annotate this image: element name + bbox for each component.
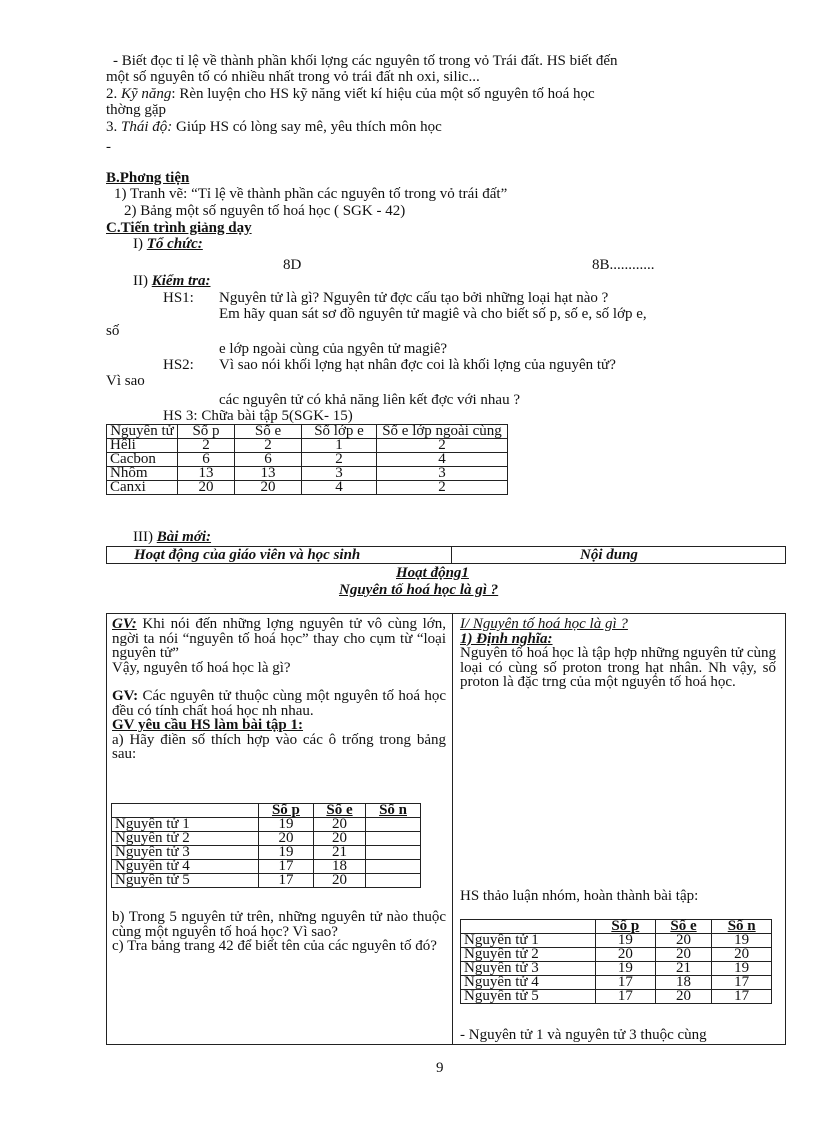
table-cell: 20	[313, 832, 365, 846]
table-cell	[366, 846, 421, 860]
table-cell: 20	[313, 874, 365, 888]
left-tasks	[112, 910, 446, 954]
table-row	[112, 874, 421, 888]
new-lesson-line	[133, 530, 211, 545]
table-cell: 19	[259, 846, 314, 860]
table-cell: 2	[178, 439, 235, 453]
task-b: b) Trong 5 nguyên tử trên, những nguyên tử nào thuộc cùng một nguyên tố hoá học? Vì sao?	[112, 909, 446, 940]
table-cell: 17	[712, 990, 772, 1004]
right-heading: I/ Nguyên tố hoá học là gì ?	[460, 616, 628, 632]
attitude-num: 3.	[106, 119, 118, 135]
lesson-box	[106, 613, 786, 1045]
table-cell: 20	[596, 948, 656, 962]
table-cell: 20	[655, 990, 712, 1004]
table-cell: Nguyên tử 1	[461, 934, 596, 948]
skill-line	[106, 87, 595, 102]
table-cell: Nguyên tử 4	[112, 860, 259, 874]
gv1-label: GV:	[112, 616, 137, 632]
check-line	[133, 274, 211, 289]
table-cell	[366, 860, 421, 874]
table-cell: Nguyên tử 3	[112, 846, 259, 860]
objective-line-1: - Biết đọc tỉ lệ về thành phần khối lợng các nguyên tố trong vỏ Trái đất. HS biết đến	[113, 53, 618, 69]
skill-line-2: thờng gặp	[106, 102, 167, 118]
table-cell: 6	[235, 453, 302, 467]
section-b-item-1: 1) Tranh vẽ: “Tỉ lệ về thành phần các nguyên tố trong vỏ trái đất”	[114, 186, 508, 202]
table-header: Số e	[235, 425, 302, 439]
gv2-text: Các nguyên tử thuộc cùng một nguyên tố hoá học đều có tính chất hoá học nh nhau.	[112, 688, 446, 719]
table-cell	[366, 874, 421, 888]
table-cell: 17	[712, 976, 772, 990]
header-divider	[451, 547, 452, 563]
left-column	[112, 617, 446, 762]
table-cell: 2	[302, 453, 377, 467]
gv2-paragraph	[112, 689, 446, 718]
org-line	[133, 237, 203, 252]
table-cell: Canxi	[107, 481, 178, 495]
element-table	[106, 424, 508, 495]
org-label: Tổ chức:	[146, 236, 203, 252]
right-column	[460, 617, 776, 690]
definition-label: 1) Định nghĩa:	[460, 630, 553, 647]
table-cell: 3	[377, 467, 508, 481]
activity-title: Hoạt động1	[396, 565, 469, 581]
hs3-line: HS 3: Chữa bài tập 5(SGK- 15)	[163, 408, 353, 424]
objective-line-2: một số nguyên tố có nhiều nhất trong vỏ trái đất nh oxi, silic...	[106, 69, 480, 85]
table-header: Số p	[596, 920, 656, 934]
skill-num: 2.	[106, 86, 118, 102]
activity-header-bar	[106, 546, 786, 564]
table-cell: 20	[313, 818, 365, 832]
skill-label: Kỹ năng	[121, 86, 172, 102]
table-cell: 20	[259, 832, 314, 846]
table-row	[107, 439, 508, 453]
new-lesson-label: Bài mới:	[156, 529, 212, 545]
table-cell: Hêli	[107, 439, 178, 453]
table-cell: 21	[313, 846, 365, 860]
table-header: Nguyên tử	[107, 425, 178, 439]
table-row	[107, 481, 508, 495]
table-cell: Nguyên tử 3	[461, 962, 596, 976]
table-row	[461, 990, 772, 1004]
table-cell: 20	[712, 948, 772, 962]
table-header: Số e	[313, 804, 365, 818]
table-cell	[366, 818, 421, 832]
table-cell: Nguyên tử 5	[112, 874, 259, 888]
table-row	[107, 467, 508, 481]
table-cell: Nguyên tử 4	[461, 976, 596, 990]
column-divider	[452, 614, 453, 1044]
attitude-label: Thái độ:	[121, 119, 173, 135]
definition-text: Nguyên tố hoá học là tập hợp những nguyên tử cùng loại có cùng số proton trong hạt nhân. Nh vậy, số proton là đặc trng của một nguyên tố hoá học.	[460, 645, 776, 690]
table-cell: 17	[596, 976, 656, 990]
section-b-heading: B.Phơng tiện	[106, 170, 190, 186]
org-num: I)	[133, 236, 143, 252]
table-cell: Nguyên tử 1	[112, 818, 259, 832]
gv1-text: Khi nói đến những lợng nguyên tử vô cùng lớn, ngời ta nói “nguyên tố hoá học” thay cho cụm từ “loại nguyên tử”	[112, 616, 446, 661]
table-cell: 20	[235, 481, 302, 495]
col-right-heading: Nội dung	[580, 547, 638, 563]
table-cell: 2	[377, 439, 508, 453]
task-a: a) Hãy điền số thích hợp vào các ô trống trong bảng sau:	[112, 731, 446, 762]
section-b-item-2: 2) Bảng một số nguyên tố hoá học ( SGK - 42)	[124, 203, 406, 219]
table-header: Số p	[178, 425, 235, 439]
hs1-label: HS1:	[163, 290, 194, 306]
attitude-text: Giúp HS có lòng say mê, yêu thích môn học	[172, 119, 442, 135]
table-header: Số e lớp ngoài cùng	[377, 425, 508, 439]
gv1-paragraph	[112, 617, 446, 661]
exercise-table	[111, 803, 421, 888]
table-cell: Nguyên tử 2	[112, 832, 259, 846]
table-cell: Cacbon	[107, 453, 178, 467]
table-cell: 4	[302, 481, 377, 495]
table-cell: 3	[302, 467, 377, 481]
table-cell: 20	[655, 934, 712, 948]
activity-subtitle: Nguyên tố hoá học là gì ?	[339, 582, 499, 598]
class-8b: 8B............	[592, 257, 655, 273]
table-cell: 19	[596, 962, 656, 976]
gv1-question: Vậy, nguyên tố hoá học là gì?	[112, 659, 291, 676]
dash: -	[106, 139, 111, 155]
table-cell: 6	[178, 453, 235, 467]
check-label: Kiểm tra:	[151, 273, 211, 289]
table-header: Số lớp e	[302, 425, 377, 439]
table-cell: 20	[655, 948, 712, 962]
table-cell: 18	[655, 976, 712, 990]
table-cell: 21	[655, 962, 712, 976]
right-footer-line: - Nguyên tử 1 và nguyên tử 3 thuộc cùng	[460, 1027, 707, 1043]
table-cell: 17	[259, 860, 314, 874]
hs1-question-2b: số	[106, 323, 120, 339]
new-lesson-num: III)	[133, 529, 153, 545]
class-8d: 8D	[283, 257, 302, 273]
table-cell: 19	[712, 934, 772, 948]
table-cell: 13	[235, 467, 302, 481]
table-cell: 18	[313, 860, 365, 874]
table-header: Số n	[712, 920, 772, 934]
table-cell: 17	[259, 874, 314, 888]
table-cell: 17	[596, 990, 656, 1004]
table-cell: 13	[178, 467, 235, 481]
table-header: Số p	[259, 804, 314, 818]
table-header: Số e	[655, 920, 712, 934]
table-cell: 2	[377, 481, 508, 495]
task-c: c) Tra bảng trang 42 để biết tên của các nguyên tố đó?	[112, 938, 437, 954]
hs2-question-2: các nguyên tử có khả năng liên kết đợc với nhau ?	[219, 392, 520, 408]
gv3-heading: GV yêu cầu HS làm bài tập 1:	[112, 717, 303, 733]
hs2-question-1: Vì sao nói khối lợng hạt nhân đợc coi là khối lợng của nguyên tử?	[219, 357, 616, 373]
table-cell: Nguyên tử 2	[461, 948, 596, 962]
table-cell: 19	[259, 818, 314, 832]
hs1-question-1: Nguyên tử là gì? Nguyên tử đợc cấu tạo bởi những loại hạt nào ?	[219, 290, 609, 306]
table-cell: 19	[712, 962, 772, 976]
table-cell: 19	[596, 934, 656, 948]
hs1-question-3: e lớp ngoài cùng của ngyên tử magiê?	[219, 341, 448, 357]
page-number: 9	[436, 1060, 444, 1076]
answer-table	[460, 919, 772, 1004]
table-cell: 2	[235, 439, 302, 453]
hs-note: HS thảo luận nhóm, hoàn thành bài tập:	[460, 888, 699, 904]
table-cell: 1	[302, 439, 377, 453]
table-cell: Nhôm	[107, 467, 178, 481]
table-cell: 4	[377, 453, 508, 467]
hs2-question-1b: Vì sao	[106, 373, 145, 389]
table-cell	[366, 832, 421, 846]
col-left-heading: Hoạt động của giáo viên và học sinh	[134, 547, 361, 563]
attitude-line	[106, 120, 442, 135]
skill-text: : Rèn luyện cho HS kỹ năng viết kí hiệu của một số nguyên tố hoá học	[171, 86, 595, 102]
check-num: II)	[133, 273, 148, 289]
section-c-heading: C.Tiến trình giảng dạy	[106, 220, 252, 236]
hs1-question-2: Em hãy quan sát sơ đồ nguyên tử magiê và cho biết số p, số e, số lớp e,	[219, 306, 647, 322]
gv2-label: GV:	[112, 688, 139, 704]
table-cell: 20	[178, 481, 235, 495]
table-cell: Nguyên tử 5	[461, 990, 596, 1004]
table-header: Số n	[366, 804, 421, 818]
table-row	[107, 453, 508, 467]
hs2-label: HS2:	[163, 357, 194, 373]
